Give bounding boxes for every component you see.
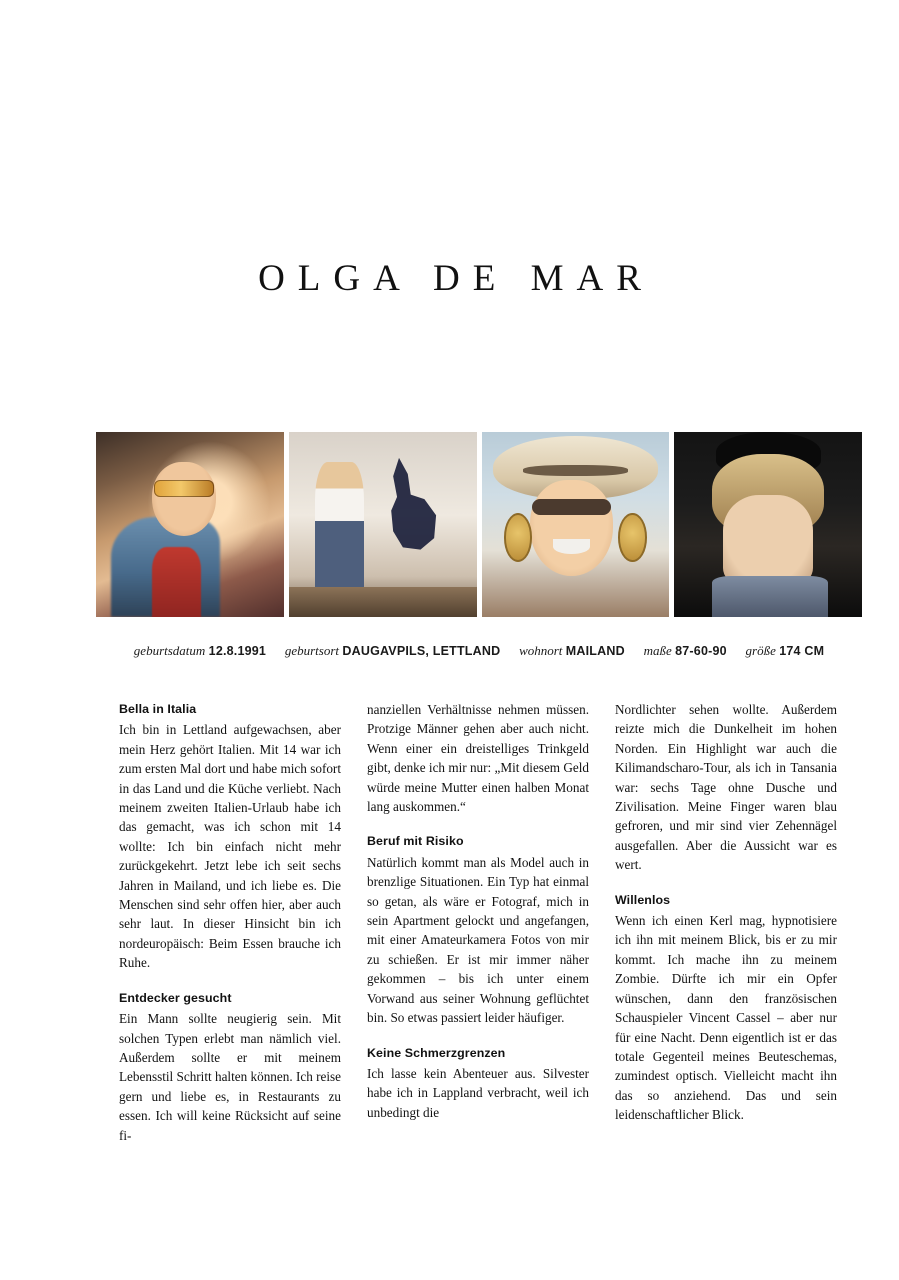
paragraph-continued: Nordlichter sehen wollte. Außerdem reizte mich die Dunkelheit im hohen Norden. Ein Highlight war auch die Kilimandscharo-Tour, als ich in Tansania war: sechs Tage ohne Dusche und Zivilisation. Meine Finger waren blau gefroren, und mir sind vier Zehennägel ausgefallen. Aber die Aussicht war es wert. (615, 702, 837, 873)
fact-value-birthplace: DAUGAVPILS, LETTLAND (342, 644, 501, 658)
photo-bunny-logo-wall (289, 432, 477, 617)
photo-blonde-black-hat (674, 432, 862, 617)
decorative-shape (154, 480, 214, 497)
decorative-shape (523, 465, 628, 476)
fact-line (96, 643, 862, 659)
decorative-shape (618, 513, 646, 561)
fact-label-birthdate: geburtsdatum (133, 643, 206, 658)
decorative-shape (530, 480, 613, 576)
decorative-shape (723, 495, 813, 584)
paragraph: Ich lasse kein Abenteuer aus. Silvester habe ich in Lappland verbracht, weil ich unbedingt die (367, 1065, 589, 1120)
spacer (367, 816, 589, 832)
fact-value-measurements: 87-60-90 (675, 644, 727, 658)
article-column-2 (367, 700, 589, 1145)
fact-label-birthplace: geburtsort (284, 643, 340, 658)
paragraph: Wenn ich einen Kerl mag, hypnotisiere ich ihn mit meinem Blick, bis er zu mir kommt. Ich mache ihn zu meinem Zombie. Dürfte ich mir ein Opfer wünschen, dann den französischen Schauspieler Vincent Cassel – aber nur für eine Nacht. Denn eigentlich ist er das totale Gegenteil meines Beuteschemas, zumindest optisch. Vielleicht macht ihn das so anziehend. Das und sein leidenschaftlicher Blick. (615, 913, 837, 1123)
article-column-1 (119, 700, 341, 1145)
section-heading-beruf-mit-risiko: Beruf mit Risiko (367, 834, 464, 849)
spacer (615, 875, 837, 891)
paragraph: Ein Mann sollte neugierig sein. Mit solchen Typen erlebt man nämlich viel. Außerdem sollte er mit meinem Lebensstil Schritt halten können. Ich reise gern und liebe es, in Restaurants zu essen. Ich will keine Rücksicht auf seine fi- (119, 1011, 341, 1143)
decorative-shape (532, 499, 611, 516)
section-heading-entdecker-gesucht: Entdecker gesucht (119, 990, 232, 1005)
bunny-logo-icon (364, 458, 462, 573)
page-title: OLGA DE MAR (258, 257, 654, 299)
fact-value-birthdate: 12.8.1991 (208, 644, 267, 658)
section-heading-bella-in-italia: Bella in Italia (119, 702, 197, 716)
fact-label-height: größe (745, 643, 776, 658)
spacer (119, 973, 341, 989)
fact-value-height: 174 CM (779, 644, 825, 658)
paragraph: Natürlich kommt man als Model auch in brenzlige Situationen. Ein Typ hat einmal so getan, als wäre er Fotograf, mich in sein Apartment gelockt und angefangen, mit einer Amateurkamera Fotos von mir zu schießen. Er ist mir immer näher gekommen – bis ich unter einem Vorwand aus seiner Wohnung geflüchtet bin. So etwas passiert leider häufiger. (367, 854, 589, 1026)
fact-label-measurements: maße (643, 643, 672, 658)
article-columns (119, 700, 839, 1145)
photo-hat-earrings-smile (482, 432, 670, 617)
decorative-shape (152, 462, 216, 536)
fact-value-residence: MAILAND (565, 644, 625, 658)
photo-strip (96, 432, 862, 617)
fact-label-residence: wohnort (519, 643, 563, 658)
decorative-shape (289, 587, 477, 617)
article-column-3 (615, 700, 837, 1145)
spacer (367, 1028, 589, 1044)
photo-sunglasses-portrait (96, 432, 284, 617)
decorative-shape (504, 513, 532, 561)
paragraph-continued: nanziellen Verhältnisse nehmen müssen. Protzige Männer gehen aber auch nicht. Wenn einer ein dreistelliges Trinkgeld gibt, denke ich mir nur: „Mit diesem Geld würde meine Mutter einen halben Monat lang auskommen.“ (367, 702, 589, 815)
section-heading-keine-schmerzgrenzen: Keine Schmerzgrenzen (367, 1045, 506, 1060)
paragraph: Ich bin in Lettland aufgewachsen, aber mein Herz gehört Italien. Mit 14 war ich zum ersten Mal dort und habe mich sofort in das Land und die Küche verliebt. Nach meinem zweiten Italien-Urlaub habe ich das gemacht, was ich schon mit 14 wollte: Ich bin einfach nicht mehr zurückgekehrt. Jetzt lebe ich seit sechs Jahren in Mailand, und ich liebe es. Die Menschen sind sehr offen hier, aber auch sehr laut. In dieser Hinsicht bin ich nordeuropäisch: Beim Essen brauche ich Ruhe. (119, 722, 341, 971)
decorative-shape (712, 576, 828, 617)
section-heading-willenlos: Willenlos (615, 892, 671, 907)
